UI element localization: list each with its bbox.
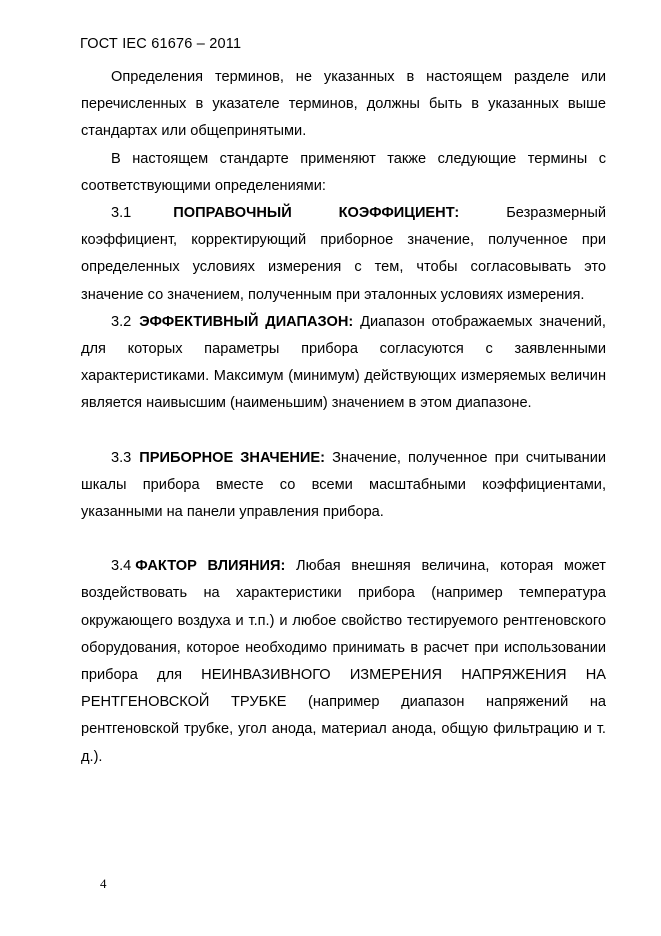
document-body xyxy=(81,64,606,771)
intro-paragraph: Определения терминов, не указанных в настоящем разделе или перечисленных в указателе терминов, должны быть в указанных выше стандартах или общепринятыми. xyxy=(81,69,606,140)
term-definition: Любая внешняя величина, которая может воздействовать на характеристики прибора (например температура окружающего воздуха и т.п.) и любое свойство тестируемого рентгеновского оборудования, которое необходимо принимать в расчет при использовании прибора для НЕИНВАЗИВНОГО ИЗМЕРЕНИЯ НАПРЯЖЕНИЯ НА РЕНТГЕНОВСКОЙ ТРУБКЕ (например диапазон напряжений на рентгеновской трубке, угол анода, материал анода, общую фильтрацию и т. д.). xyxy=(81,558,606,765)
term-title: ПРИБОРНОЕ ЗНАЧЕНИЕ: xyxy=(139,449,326,466)
page-number: 4 xyxy=(100,876,107,891)
term-entry-3-4 xyxy=(81,553,606,771)
term-title: ПОПРАВОЧНЫЙ КОЭФФИЦИЕНТ: xyxy=(173,205,460,222)
term-entry-3-3 xyxy=(81,445,606,527)
term-entry-3-2 xyxy=(81,309,606,418)
term-definition: Значение, полученное при считывании шкалы прибора вместе со всеми масштабными коэффициентами, указанными на панели управления прибора. xyxy=(81,449,607,521)
term-entry-3-1 xyxy=(81,200,606,309)
term-title: ФАКТОР ВЛИЯНИЯ: xyxy=(135,558,286,575)
paragraph-spacer xyxy=(81,418,606,445)
term-definition: Безразмерный коэффициент, корректирующий приборное значение, полученное при определенных условиях измерения с тем, чтобы согласовывать это значение со значением, полученным при эталонных условиях измерения. xyxy=(81,205,606,303)
term-number: 3.2 xyxy=(111,313,132,330)
term-definition: Диапазон отображаемых значений, для которых параметры прибора согласуются с заявленными характеристиками. Максимум (минимум) действующих измеряемых величин является наивысшим (наименьшим) значением в этом диапазоне. xyxy=(81,313,606,412)
paragraph-spacer xyxy=(81,526,606,553)
term-number: 3.4 xyxy=(111,558,132,575)
term-number: 3.1 xyxy=(111,205,132,222)
intro-paragraph: В настоящем стандарте применяют также следующие термины с соответствующими определениями: xyxy=(81,150,606,194)
term-title: ЭФФЕКТИВНЫЙ ДИАПАЗОН: xyxy=(139,313,354,330)
term-number: 3.3 xyxy=(111,449,132,466)
document-header: ГОСТ IEC 61676 – 2011 xyxy=(80,36,242,52)
